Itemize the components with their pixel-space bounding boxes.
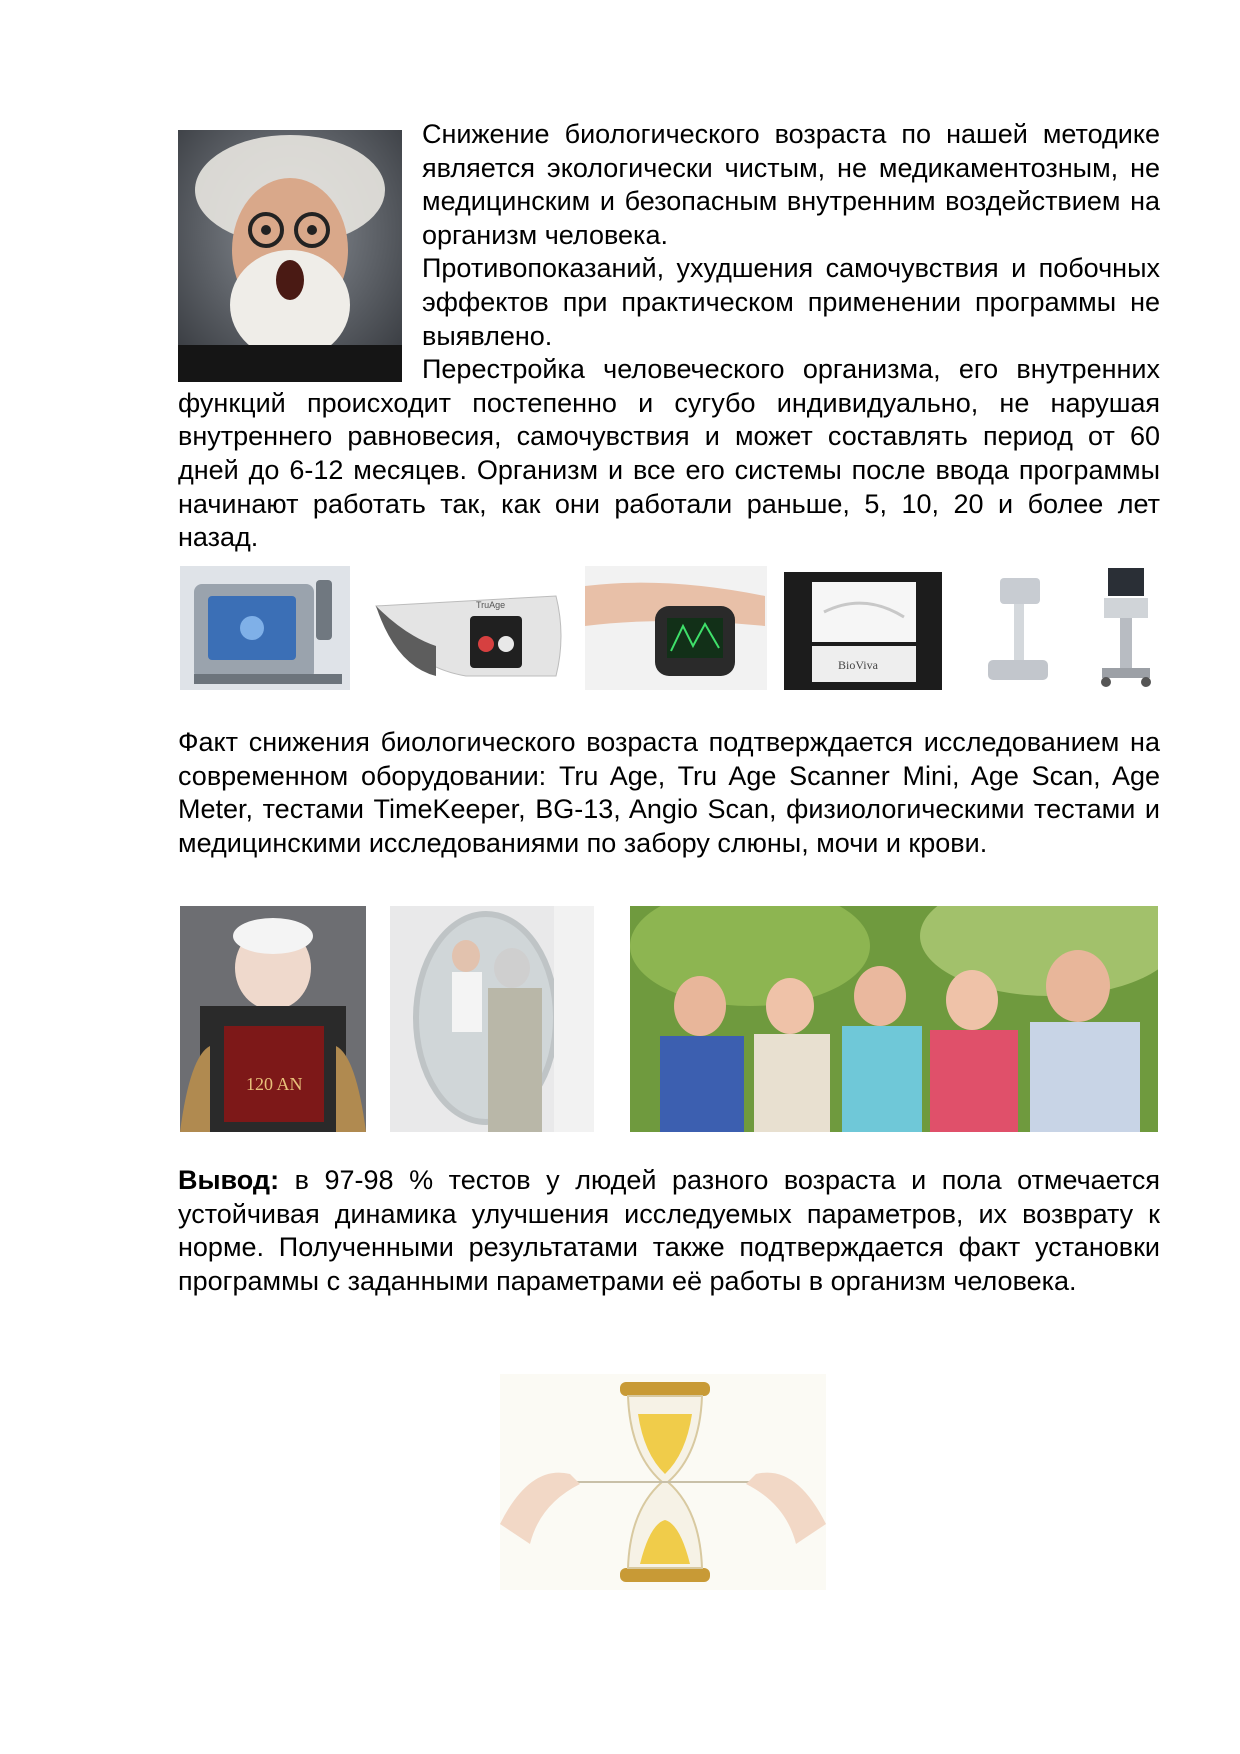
conclusion-section — [178, 1164, 1160, 1298]
intro-paragraph-1: Снижение биологического возраста по нашей методике является экологически чистым, не медикаментозным, не медицинским и безопасным внутренним воздействием на организм человека. — [422, 119, 1160, 250]
old-woman-with-book-photo — [180, 906, 366, 1132]
conclusion-paragraph — [178, 1164, 1160, 1298]
body-scale-analyzer-image — [978, 568, 1058, 688]
bioviva-label: BioViva — [838, 658, 878, 672]
intro-paragraph-2: Противопоказаний, ухудшения самочувствия и побочных эффектов при практическом применении программы не выявлено. — [422, 253, 1160, 351]
truage-label: TruAge — [476, 600, 506, 610]
surprised-old-man-photo — [178, 130, 402, 382]
bioviva-test-kit-image — [784, 572, 942, 690]
conclusion-label: Вывод: — [178, 1165, 280, 1195]
ultrasound-cart-image — [1090, 564, 1162, 690]
conclusion-text: в 97-98 % тестов у людей разного возраста и пола отмечается устойчивая динамика улучшения исследуемых параметров, их возврату к норме. Полученными результатами также подтверждается факт установки программы с заданными параметрами её работы в организм человека. — [178, 1165, 1160, 1296]
mirror-reflection-photo — [390, 906, 594, 1132]
happy-seniors-thumbs-up-photo — [630, 906, 1158, 1132]
age-scanner-device-image — [180, 566, 350, 690]
intro-section — [178, 118, 1160, 555]
truage-scanner-image — [366, 566, 572, 690]
book-cover-text: 120 AN — [246, 1074, 303, 1094]
intro-paragraph-3: Перестройка человеческого организма, его внутренних функций происходит постепенно и сугубо индивидуально, не нарушая внутреннего равновесия, самочувствия и может составлять период от 60 дней до 6-12 месяцев. Организм и все его системы после ввода программы начинают работать так, как они работали раньше, 5, 10, 20 и более лет назад. — [178, 354, 1160, 553]
finger-oximeter-image — [585, 566, 767, 690]
fact-paragraph: Факт снижения биологического возраста подтверждается исследованием на современном оборудовании: Tru Age, Tru Age Scanner Mini, Age Scan, Age Meter, тестами TimeKeeper, BG-13, Angio Scan, физиологическими тестами и медицинскими исследованиями по забору слюны, мочи и крови. — [178, 727, 1160, 858]
hourglass-hands-image — [500, 1374, 826, 1590]
fact-section — [178, 726, 1160, 860]
